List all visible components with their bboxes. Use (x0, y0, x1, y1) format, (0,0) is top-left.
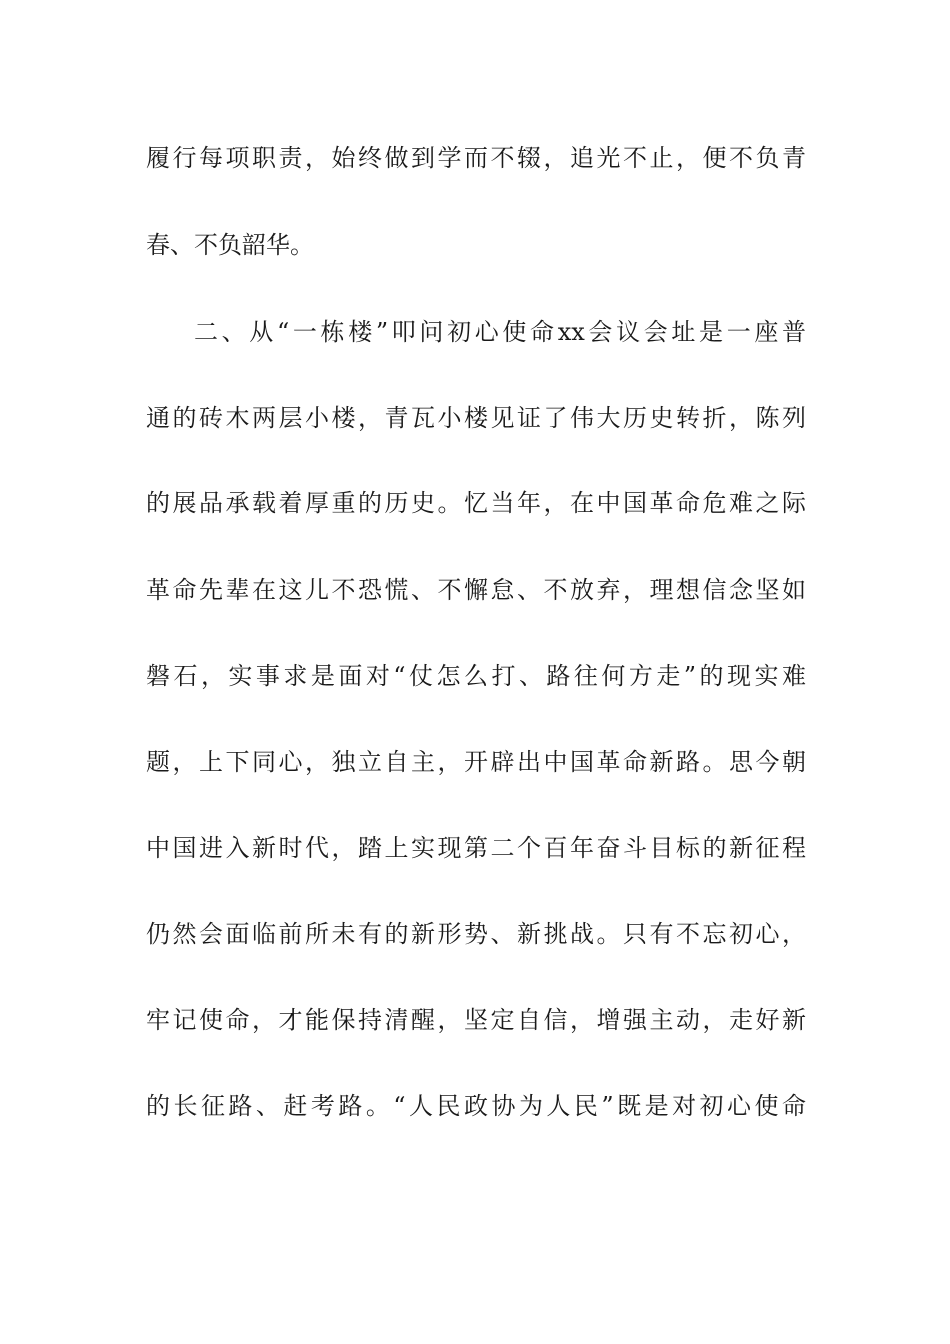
text-line: 牢记使命，才能保持清醒，坚定自信，增强主动，走好新 (146, 1006, 806, 1034)
text-line: 中国进入新时代，踏上实现第二个百年奋斗目标的新征程 (146, 834, 806, 862)
text-line: 的展品承载着厚重的历史。忆当年，在中国革命危难之际 (146, 489, 806, 517)
text-line: 题，上下同心，独立自主，开辟出中国革命新路。思今朝 (146, 748, 806, 776)
text-line: 春、不负韶华。 (146, 231, 314, 259)
text-line: 通的砖木两层小楼，青瓦小楼见证了伟大历史转折，陈列 (146, 404, 806, 432)
text-line: 履行每项职责，始终做到学而不辍，追光不止，便不负青 (146, 144, 806, 172)
text-line: 的长征路、赶考路。“人民政协为人民”既是对初心使命 (146, 1092, 806, 1120)
text-line: 仍然会面临前所未有的新形势、新挑战。只有不忘初心， (146, 920, 806, 948)
text-line: 磐石，实事求是面对“仗怎么打、路往何方走”的现实难 (146, 662, 806, 690)
section-heading-line: 二、从“一栋楼”叩问初心使命xx会议会址是一座普 (194, 318, 806, 346)
text-line: 革命先辈在这儿不恐慌、不懈怠、不放弃，理想信念坚如 (146, 576, 806, 604)
